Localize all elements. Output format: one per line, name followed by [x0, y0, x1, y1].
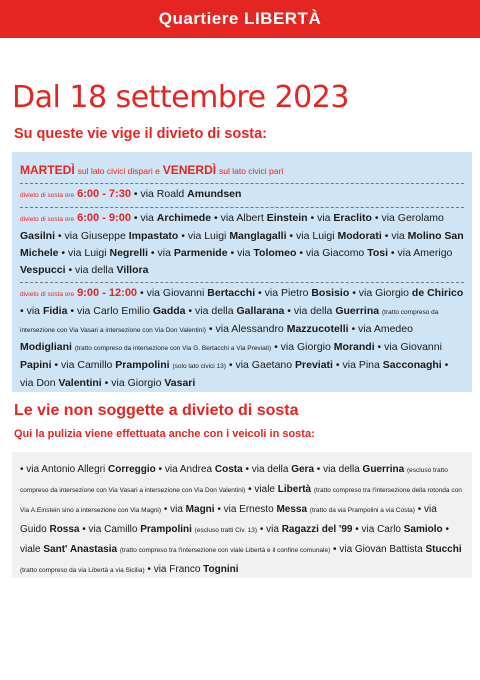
street-name: Einstein — [266, 212, 308, 224]
street-name: Molino San Michele — [20, 230, 464, 259]
street-item — [26, 464, 156, 475]
time-block: divieto di sosta ore 9:00 - 12:00 • via Giovanni Bertacchi • via Pietro Bosisio • via Giorgio de Chirico • via Fidia • via Carlo Emilio Gadda • via della Gallarana • via della Guerrina (tratto compreso da intersezione con Via Vasari a intersezione con Via Don Valentini) • via Alessandro Mazzucotelli • via Amedeo Modigliani (tratto compreso da intersezione con Via G. Bertacchi a Via Previati) • via Giorgio Morandi • via Giovanni Papini • via Camillo Prampolini (solo lato civici 13) • via Gaetano Previati • via Pina Sacconaghi • via Don Valentini • via Giorgio Vasari — [20, 287, 464, 389]
header-bar — [0, 0, 480, 38]
street-prefix: via Pietro — [264, 287, 312, 299]
street-item — [20, 377, 102, 389]
street-prefix: via Alessandro — [215, 323, 287, 335]
street-prefix: via Giuseppe — [64, 230, 129, 242]
street-prefix: via — [266, 524, 282, 535]
street-prefix: via Don — [20, 377, 59, 389]
street-prefix: via Pina — [342, 359, 383, 371]
street-name: Previati — [295, 359, 333, 371]
street-name: Gallarana — [236, 305, 285, 317]
street-prefix: via Franco — [153, 564, 204, 575]
street-item — [188, 230, 287, 242]
time-block: divieto di sosta ore 6:00 - 7:30 • via Roald Amundsen — [20, 188, 242, 200]
street-prefix: via Gaetano — [235, 359, 296, 371]
time-range: 9:00 - 12:00 — [77, 287, 138, 299]
free-parking-box — [12, 452, 472, 578]
street-item — [165, 464, 243, 475]
street-item — [252, 464, 314, 475]
street-item — [237, 247, 296, 259]
street-item — [20, 544, 330, 555]
street-name: Guerrina — [335, 305, 380, 317]
street-prefix: via — [140, 212, 157, 224]
street-prefix: via — [317, 212, 334, 224]
street-name: Archimede — [156, 212, 212, 224]
street-item — [75, 264, 148, 276]
street-prefix: via Giovanni — [146, 287, 208, 299]
street-item — [65, 230, 179, 242]
street-item — [306, 247, 388, 259]
street-note: (tratto compreso da via Libertà a via Sicilia) — [20, 567, 145, 574]
street-item — [224, 504, 415, 515]
street-prefix: via Giovanni — [384, 341, 442, 353]
street-prefix: via della — [293, 305, 336, 317]
street-name: Stucchi — [425, 544, 462, 555]
street-name: Magni — [185, 504, 215, 515]
street-item — [154, 564, 239, 575]
street-name: Sacconaghi — [382, 359, 442, 371]
street-name: Gadda — [152, 305, 186, 317]
street-name: Correggio — [108, 464, 156, 475]
time-range: 6:00 - 7:30 — [77, 188, 131, 200]
section2-title: Le vie non soggette a divieto di sosta — [14, 402, 299, 419]
street-item — [147, 287, 256, 299]
street-prefix: via Amerigo — [397, 247, 453, 259]
street-item — [27, 305, 68, 317]
street-prefix: via della — [323, 464, 363, 475]
street-note: (escluso tratti Civ. 13) — [194, 527, 258, 534]
street-note: (solo lato civici 13) — [172, 363, 226, 370]
street-prefix: via Luigi — [296, 230, 338, 242]
street-prefix: via Roald — [140, 188, 188, 200]
street-prefix: viale — [254, 484, 278, 495]
street-prefix: viale — [20, 544, 44, 555]
street-prefix: via Albert — [220, 212, 267, 224]
street-prefix: via della — [75, 264, 117, 276]
section2-subtitle: Qui la pulizia viene effettuata anche con i veicoli in sosta: — [14, 428, 315, 440]
street-item — [61, 359, 226, 371]
street-name: Modorati — [337, 230, 382, 242]
day1-label: MARTEDÌ — [20, 163, 75, 177]
street-prefix: via Giorgio — [358, 287, 412, 299]
street-item — [77, 305, 186, 317]
street-note: (escluso tratto compreso da intersezione con Via Vasari a intersezione con Via Don Valentini) — [20, 467, 448, 494]
street-item — [296, 230, 382, 242]
street-name: Modigliani — [20, 341, 72, 353]
street-note: (tratto compreso da intersezione con Via G. Bertacchi a Via Previati) — [74, 345, 272, 352]
street-prefix: via Giovan Battista — [339, 544, 426, 555]
street-prefix: via — [170, 504, 186, 515]
street-item — [281, 341, 375, 353]
street-note: (tratto compreso da intersezione con Via Vasari a intersezione con Via Don Valentini) — [20, 309, 439, 334]
street-name: Papini — [20, 359, 52, 371]
time-block: divieto di sosta ore 6:00 - 9:00 • via Archimede • via Albert Einstein • via Eraclito • via Gerolamo Gasilni • via Giuseppe Impastato • via Luigi Manglagalli • via Luigi Modorati • via Molino San Michele • via Luigi Negrelli • via Parmenide • via Tolomeo • via Giacomo Tosi • via Amerigo Vespucci • via della Villora — [20, 212, 464, 276]
street-item — [170, 504, 214, 515]
street-prefix: via — [391, 230, 408, 242]
time-label: divieto di sosta ore — [20, 192, 75, 199]
street-prefix: via Giorgio — [280, 341, 334, 353]
street-name: Amundsen — [187, 188, 242, 200]
day2-label: VENERDÌ — [162, 163, 217, 177]
street-prefix: via Gerolamo — [381, 212, 444, 224]
street-name: Parmenide — [173, 247, 228, 259]
street-name: Tognini — [203, 564, 239, 575]
street-prefix: via Giacomo — [305, 247, 368, 259]
street-item — [359, 287, 463, 299]
days-banner — [20, 162, 464, 180]
street-prefix: via Guido — [20, 504, 437, 535]
street-name: Tosi — [367, 247, 389, 259]
time-blocks — [20, 183, 464, 392]
street-name: Bertacchi — [207, 287, 256, 299]
street-item — [111, 377, 195, 389]
street-note: (tratto compreso tra l'intersezione della rotonda con Via A.Einstein sino a intersezione con Via Magni) — [20, 487, 462, 514]
street-name: Mazzucotelli — [286, 323, 349, 335]
street-name: Tolomeo — [253, 247, 297, 259]
street-name: Villora — [116, 264, 149, 276]
street-name: Gera — [291, 464, 315, 475]
street-prefix: via della — [195, 305, 237, 317]
street-prefix: via Amedeo — [358, 323, 413, 335]
street-prefix: via Luigi — [187, 230, 230, 242]
street-name: Valentini — [58, 377, 102, 389]
street-name: Fidia — [42, 305, 68, 317]
subtitle: Su queste vie vige il divieto di sosta: — [14, 126, 268, 142]
street-prefix: via Luigi — [68, 247, 110, 259]
street-name: Rossa — [49, 524, 80, 535]
street-name: Bosisio — [311, 287, 350, 299]
street-item — [89, 524, 258, 535]
street-name: Eraclito — [333, 212, 372, 224]
street-item — [265, 287, 350, 299]
street-item — [68, 247, 148, 259]
header-title: Quartiere LIBERTÀ — [158, 9, 322, 28]
street-name: Guerrina — [362, 464, 405, 475]
street-prefix: via Camillo — [88, 524, 141, 535]
time-range: 6:00 - 9:00 — [77, 212, 131, 224]
day1-text: sul lato civici dispari e — [77, 166, 160, 176]
street-prefix: via Carlo Emilio — [76, 305, 153, 317]
street-prefix: via — [237, 247, 254, 259]
street-name: Ragazzi del '99 — [281, 524, 353, 535]
street-name: Manglagalli — [229, 230, 287, 242]
street-prefix: via Andrea — [164, 464, 215, 475]
street-item — [140, 212, 211, 224]
street-prefix: via Antonio Allegri — [26, 464, 108, 475]
street-item — [266, 524, 352, 535]
time-label: divieto di sosta ore — [20, 291, 75, 298]
day2-text: sul lato civici pari — [218, 166, 284, 176]
street-prefix: via Giorgio — [111, 377, 165, 389]
no-parking-content — [12, 152, 472, 398]
street-name: Prampolini — [140, 524, 192, 535]
street-name: Sant' Anastasia — [43, 544, 118, 555]
street-name: Negrelli — [109, 247, 148, 259]
free-parking-list: • via Antonio Allegri Correggio • via Andrea Costa • via della Gera • via della Guerrina (escluso tratto compreso da intersezione con Via Vasari a intersezione con Via Don Valentini) • viale Libertà (tratto compreso tra l'intersezione della rotonda con Via A.Einstein sino a intersezione con Via Magni) • via Magni • via Ernesto Messa (tratto da via Prampolini a via Costa) • via Guido Rossa • via Camillo Prampolini (escluso tratti Civ. 13) • via Ragazzi del '99 • via Carlo Samiolo • viale Sant' Anastasia (tratto compreso tra l'intersezione con viale Libertà e il confine comunale) • via Giovan Battista Stucchi (tratto compreso da via Libertà a via Sicilia) • via Franco Tognini — [20, 464, 462, 575]
street-name: Gasilni — [20, 230, 56, 242]
street-name: Impastato — [128, 230, 179, 242]
street-item — [342, 359, 441, 371]
street-item — [215, 323, 348, 335]
street-item — [158, 247, 228, 259]
time-label: divieto di sosta ore — [20, 216, 75, 223]
street-prefix: via Ernesto — [223, 504, 277, 515]
no-parking-box — [12, 152, 472, 392]
street-name: Morandi — [333, 341, 375, 353]
street-item — [317, 212, 372, 224]
street-prefix: via Camillo — [61, 359, 116, 371]
street-name: Messa — [276, 504, 308, 515]
street-name: Vespucci — [20, 264, 66, 276]
street-note: (tratto compreso tra l'intersezione con viale Libertà e il confine comunale) — [119, 547, 331, 554]
street-prefix: via Carlo — [361, 524, 404, 535]
date-title: Dal 18 settembre 2023 — [12, 80, 349, 115]
street-name: Vasari — [164, 377, 196, 389]
street-name: Prampolini — [115, 359, 170, 371]
block-divider — [20, 183, 464, 184]
street-prefix: via — [157, 247, 174, 259]
street-note: (tratto da via Prampolini a via Costa) — [309, 507, 415, 514]
street-prefix: via — [26, 305, 43, 317]
street-item — [235, 359, 333, 371]
street-item — [362, 524, 443, 535]
street-item — [195, 305, 284, 317]
street-name: Costa — [214, 464, 243, 475]
block-divider — [20, 207, 464, 208]
street-name: Samiolo — [403, 524, 443, 535]
street-prefix: via della — [251, 464, 292, 475]
street-item — [140, 188, 241, 200]
street-name: de Chirico — [411, 287, 464, 299]
block-divider — [20, 282, 464, 283]
street-name: Libertà — [277, 484, 312, 495]
street-item — [221, 212, 308, 224]
